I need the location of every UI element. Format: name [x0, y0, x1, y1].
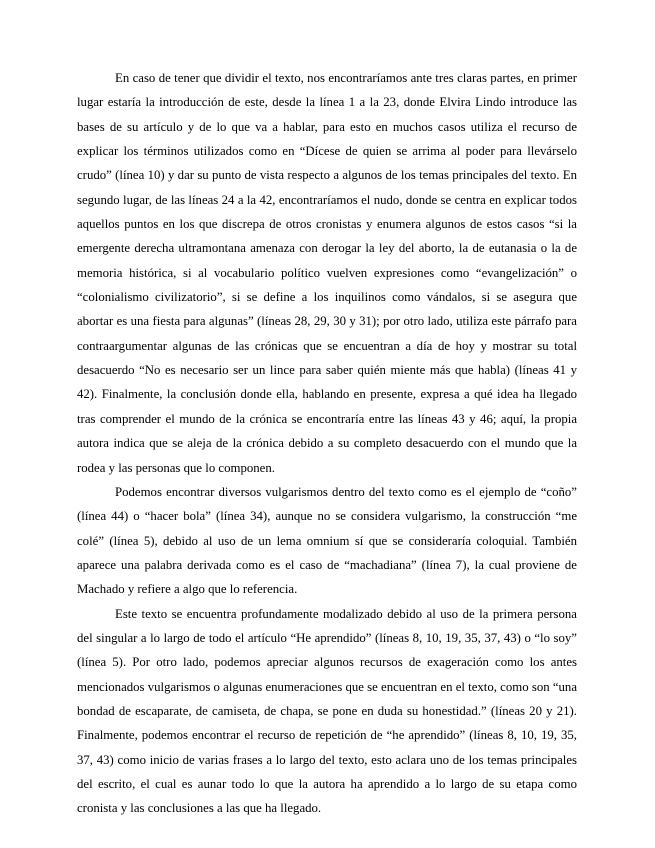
document-page — [77, 66, 577, 821]
paragraph-vulgarisms: Podemos encontrar diversos vulgarismos dentro del texto como es el ejemplo de “coño” (línea 44) o “hacer bola” (línea 34), aunque no se considera vulgarismo, la construcción “me colé” (línea 5), debido al uso de un lema omnium sí que se consideraría coloquial. También aparece una palabra derivada como es el caso de “machadiana” (línea 7), la cual proviene de Machado y refiere a algo que lo referencia. — [77, 484, 577, 597]
paragraph-text-division: En caso de tener que dividir el texto, nos encontraríamos ante tres claras partes, en primer lugar estaría la introducción de este, desde la línea 1 a la 23, donde Elvira Lindo introduce las bases de su artículo y de lo que va a hablar, para esto en muchos casos utiliza el recurso de explicar los términos utilizados como en “Dícese de quien se arrima al poder para llevárselo crudo” (línea 10) y dar su punto de vista respecto a algunos de los temas principales del texto. En segundo lugar, de las líneas 24 a la 42, encontraríamos el nudo, donde se centra en explicar todos aquellos puntos en los que discrepa de otros cronistas y enumera algunos de estos casos “si la emergente derecha ultramontana amenaza con derogar la ley del aborto, la de eutanasia o la de memoria histórica, si al vocabulario político vuelven expresiones como “evangelización” o “colonialismo civilizatorio”, si se define a los inquilinos como vándalos, si se asegura que abortar es una fiesta para algunas” (líneas 28, 29, 30 y 31); por otro lado, utiliza este párrafo para contraargumentar algunas de las crónicas que se encuentran a día de hoy y mostrar su total desacuerdo “No es necesario ser un lince para saber quién miente más que habla) (líneas 41 y 42). Finalmente, la conclusión donde ella, hablando en presente, expresa a qué idea ha llegado tras comprender el mundo de la crónica se encontraría entre las líneas 43 y 46; aquí, la propia autora indica que se aleja de la crónica debido a su completo desacuerdo con el mundo que la rodea y las personas que lo componen. — [77, 71, 577, 475]
paragraph-modalization: Este texto se encuentra profundamente modalizado debido al uso de la primera persona del singular a lo largo de todo el artículo “He aprendido” (líneas 8, 10, 19, 35, 37, 43) o “lo soy” (línea 5). Por otro lado, podemos apreciar algunos recursos de exageración como los antes mencionados vulgarismos o algunas enumeraciones que se encuentran en el texto, como son “una bondad de escaparate, de camiseta, de chapa, se pone en duda su honestidad.” (líneas 20 y 21). Finalmente, podemos encontrar el recurso de repetición de “he aprendido” (líneas 8, 10, 19, 35, 37, 43) como inicio de varias frases a lo largo del texto, esto aclara uno de los temas principales del escrito, el cual es aunar todo lo que la autora ha aprendido a lo largo de su etapa como cronista y las conclusiones a las que ha llegado. — [77, 606, 577, 816]
